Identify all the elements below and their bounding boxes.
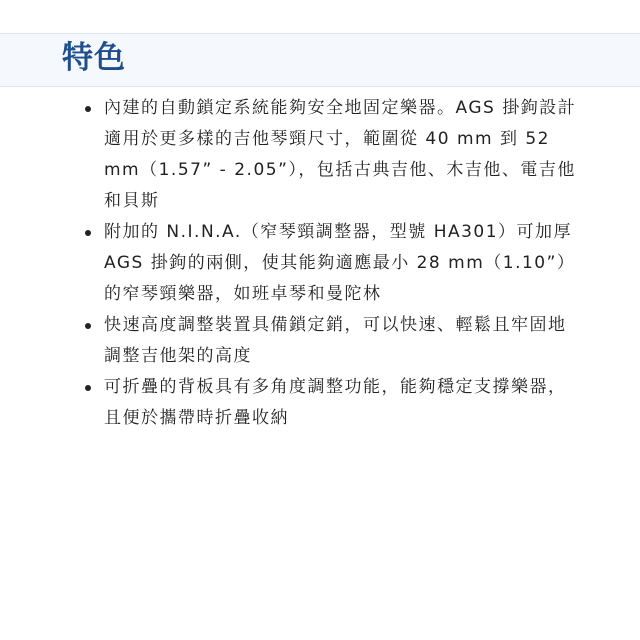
bullet-icon bbox=[85, 385, 91, 391]
bullet-icon bbox=[85, 106, 91, 112]
feature-item bbox=[82, 310, 582, 372]
feature-text: 快速高度調整裝置具備鎖定銷，可以快速、輕鬆且牢固地調整吉他架的高度 bbox=[104, 315, 567, 366]
feature-text: 可折疊的背板具有多角度調整功能，能夠穩定支撐樂器，且便於攜帶時折疊收納 bbox=[104, 377, 567, 428]
feature-item bbox=[82, 217, 582, 310]
bullet-icon bbox=[85, 323, 91, 329]
feature-text: 內建的自動鎖定系統能夠安全地固定樂器。AGS 掛鉤設計適用於更多樣的吉他琴頸尺寸，範圍從 40 mm 到 52 mm（1.57” - 2.05”），包括古典吉他、木吉他、電吉他和貝斯 bbox=[104, 98, 577, 211]
feature-list bbox=[82, 93, 582, 434]
feature-item bbox=[82, 372, 582, 434]
page-title: 特色 bbox=[62, 40, 126, 76]
feature-item bbox=[82, 93, 582, 217]
feature-text: 附加的 N.I.N.A.（窄琴頸調整器，型號 HA301）可加厚 AGS 掛鉤的兩側，使其能夠適應最小 28 mm（1.10”）的窄琴頸樂器，如班卓琴和曼陀林 bbox=[104, 222, 576, 304]
bullet-icon bbox=[85, 230, 91, 236]
